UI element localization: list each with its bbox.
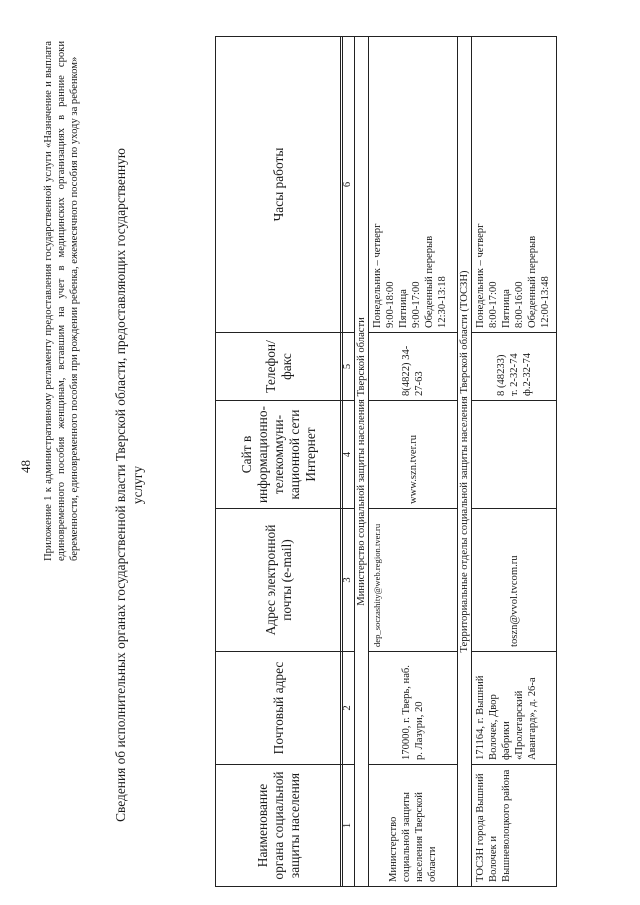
section-title: Министерство социальной защиты населения Тверской области [355,37,369,887]
column-number: 6 [341,37,355,333]
phone-line: 8 (48233) [495,354,507,396]
hours-line: Обеденный перерыв [424,235,435,328]
page-number: 48 [18,460,33,473]
header-table [215,36,343,887]
hours-line: Понедельник – четверг [475,223,486,328]
cell-name: ТОСЗН города Вышний Волочек и Вышневолоцкого района [472,765,557,887]
hours-line: 8:00-16:00 [514,281,525,328]
cell-email: dep_soczashity@web.region.tver.ru [369,509,458,652]
header-cell-name: Наименование органа социальной защиты населения [216,765,343,887]
cell-site: www.szn.tver.ru [369,401,458,509]
cell-site [472,401,557,509]
header-cell-email: Адрес электронной почты (e-mail) [216,509,343,652]
hours-line: Пятница [398,289,409,328]
hours-line: 12:30-13:18 [437,276,448,328]
header-cell-address: Почтовый адрес [216,652,343,765]
column-number: 4 [341,401,355,509]
section-row-ministry [355,37,369,887]
cell-name: Министерство социальной защиты населения Тверской области [369,765,458,887]
header-row [216,37,343,887]
phone-line: ф.2-32-74 [521,352,533,396]
phone-line: т. 2-32-74 [508,353,520,396]
cell-hours [472,37,557,333]
column-number-row [341,37,355,887]
hours-line: Пятница [501,289,512,328]
hours-line: Понедельник – четверг [372,223,383,328]
cell-phone [472,333,557,401]
cell-email: toszn@vvol.tvcom.ru [472,509,557,652]
document-title: Сведения об исполнительных органах государственной власти Тверской области, предоставляющих государственную услугу [113,148,145,822]
column-number: 3 [341,509,355,652]
column-number: 1 [341,765,355,887]
table-row [472,37,557,887]
cell-address: 170000, г. Тверь, наб. р. Лазури, 20 [369,652,458,765]
column-number: 2 [341,652,355,765]
hours-line: 12:00-13:48 [540,276,551,328]
appendix-note: Приложение 1 к административному регламенту предоставления государственной услуги «Назначение и выплата единовременного пособия женщинам, вставшим на учет в медицинских организациях в ранние сроки беременности, единовременного пособия при рождении ребенка, ежемесячного пособия по уходу за ребенком» [43,41,80,561]
section-row-territorial [458,37,472,887]
cell-phone: 8(4822) 34-27-63 [369,333,458,401]
data-table [340,36,557,887]
section-title: Территориальные отделы социальной защиты населения Тверской области (ТОСЗН) [458,37,472,887]
header-cell-hours: Часы работы [216,37,343,333]
hours-line: 8:00-17:00 [488,281,499,328]
hours-line: 9:00-18:00 [385,281,396,328]
table-row [369,37,458,887]
header-cell-site: Сайт в информационно-телекоммуни-кационной сети Интернет [216,401,343,509]
cell-address: 171164, г. Вышний Волочек, Двор фабрики «Пролетарский Авангард», д. 26-а [472,652,557,765]
hours-line: 9:00-17:00 [411,281,422,328]
column-number: 5 [341,333,355,401]
cell-hours [369,37,458,333]
header-cell-phone: Телефон/ факс [216,333,343,401]
hours-line: Обеденный перерыв [527,235,538,328]
